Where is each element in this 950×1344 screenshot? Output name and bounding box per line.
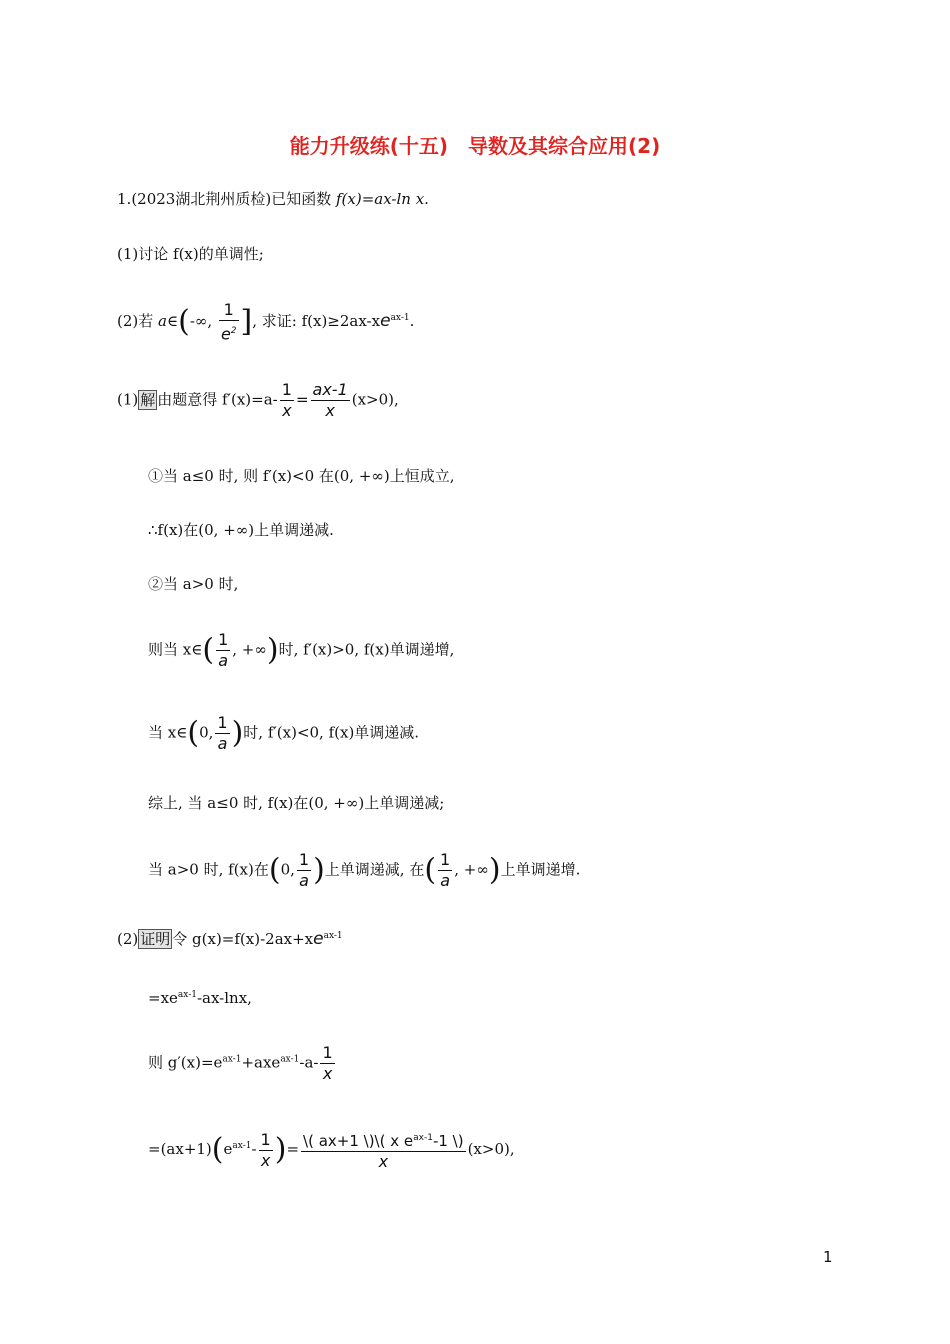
case-2-increasing: 则当 x∈( $\frac{1}{a}$ , +∞)时, f′(x)>0, f(x)单调递增, — [148, 630, 455, 670]
solution-2-line-2: $=xe^{ax-1}-ax$-lnx, — [148, 989, 252, 1007]
page-number: 1 — [823, 1248, 833, 1266]
function-definition: f(x)=ax-ln x. — [336, 190, 429, 208]
summary-2: 当 a>0 时, f(x)在(0, $\frac{1}{a}$ )上单调递减, 在( $\frac{1}{a}$ , +∞)上单调递增. — [148, 850, 581, 890]
case-1: ①当 a≤0 时, 则 f′(x)<0 在(0, +∞)上恒成立, — [148, 467, 455, 485]
solution-2-derivative: 则 $g'(x)=e^{ax-1}+axe^{ax-1}-a-$ $\frac{1}{x}$ — [148, 1043, 333, 1083]
case-1-conclusion: ∴f(x)在(0, +∞)上单调递减. — [148, 521, 334, 539]
part-2-question: (2)若 a∈(-∞, $\frac{1}{e^2}$ ], 求证: $f(x)\ge 2ax-xe^{ax-1}$. — [117, 300, 415, 344]
problem-source: (2023湖北荆州质检) — [131, 190, 272, 208]
part-1-question: (1)讨论 f(x)的单调性; — [117, 245, 264, 263]
fraction: $\frac{1}{e^2}$ — [220, 300, 237, 344]
page-title: 能力升级练(十五) 导数及其综合应用(2) — [289, 134, 661, 158]
problem-number: 1. — [117, 190, 132, 208]
solution-2-start: (2) 证明 令 $g(x)=f(x)-2ax+xe^{ax-1}$ — [117, 929, 343, 949]
summary-1: 综上, 当 a≤0 时, f(x)在(0, +∞)上单调递减; — [148, 794, 445, 812]
case-2: ②当 a>0 时, — [148, 575, 239, 593]
proof-tag: 证明 — [140, 930, 171, 948]
solution-2-factored: $=(ax+1)(e^{ax-1}-$ $\frac{1}{x}$ )= $\frac{\backslash( ax+1 \backslash)\backslash( x e^{ax-1}-1 \backslash)}{x}$ (x>0), — [148, 1129, 515, 1171]
case-2-decreasing: 当 x∈(0, $\frac{1}{a}$ )时, f′(x)<0, f(x)单调递减. — [148, 713, 420, 753]
solution-1-start: (1) 解 由题意得 f′(x)=a- $\frac{1}{x}$ = $\frac{ax-1}{x}$ (x>0), — [117, 380, 399, 420]
problem-statement: 1.(2023湖北荆州质检)已知函数 f(x)=ax-ln x. — [117, 190, 429, 208]
answer-tag: 解 — [140, 390, 156, 409]
